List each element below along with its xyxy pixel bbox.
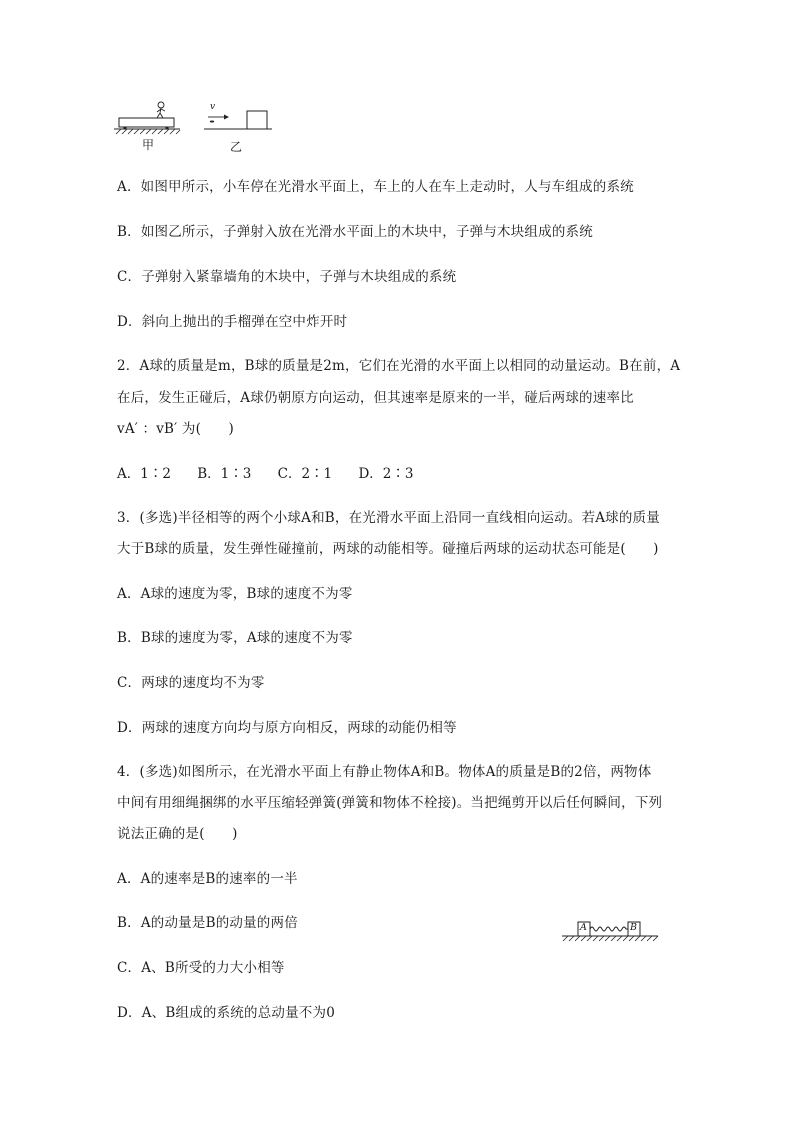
q2-stem-line2: 在后，发生正碰后，A球仍朝原方向运动，但其速率是原来的一半，碰后两球的速率比 xyxy=(117,390,634,406)
q3-option-b: B．B球的速度为零，A球的速度不为零 xyxy=(117,630,353,646)
q2-option-c: C．2∶1 xyxy=(277,466,333,482)
q4-stem-line1: 4．(多选)如图所示，在光滑水平面上有静止物体A和B。物体A的质量是B的2倍，两物体 xyxy=(117,764,652,780)
q2-option-b: B．1∶3 xyxy=(197,466,252,482)
q2-option-d: D．2∶3 xyxy=(358,466,414,482)
q1-option-d: D．斜向上抛出的手榴弹在空中炸开时 xyxy=(117,314,348,330)
figure-label-yi: 乙 xyxy=(230,140,243,154)
figure-spring-blocks-drawing xyxy=(560,918,664,944)
q4-option-a: A．A的速率是B的速率的一半 xyxy=(117,871,298,887)
q3-stem-line1: 3．(多选)半径相等的两个小球A和B，在光滑水平面上沿同一直线相向运动。若A球的质量 xyxy=(117,510,660,526)
q4-option-c: C．A、B所受的力大小相等 xyxy=(117,960,285,976)
q1-option-c: C．子弹射入紧靠墙角的木块中，子弹与木块组成的系统 xyxy=(117,269,457,285)
q3-option-c: C．两球的速度均不为零 xyxy=(117,675,265,691)
q1-option-b: B．如图乙所示，子弹射入放在光滑水平面上的木块中，子弹与木块组成的系统 xyxy=(117,224,593,240)
figure-cart-and-block xyxy=(112,98,282,154)
q2-option-a: A．1∶2 xyxy=(117,466,171,482)
figure-cart-and-block-drawing xyxy=(112,98,282,154)
q1-option-a: A．如图甲所示，小车停在光滑水平面上，车上的人在车上走动时，人与车组成的系统 xyxy=(117,179,634,195)
q4-stem-line3: 说法正确的是( ) xyxy=(117,826,238,842)
figure-spring-blocks xyxy=(560,918,664,944)
block-a-label: A xyxy=(580,922,587,933)
block-b-label: B xyxy=(630,922,637,933)
q2-stem-line3: vA′ ：vB′ 为( ) xyxy=(117,421,234,437)
q4-option-b: B．A的动量是B的动量的两倍 xyxy=(117,915,298,931)
q4-option-d: D．A、B组成的系统的总动量不为0 xyxy=(117,1005,335,1021)
velocity-label: v xyxy=(210,102,216,112)
q4-stem-line2: 中间有用细绳捆绑的水平压缩轻弹簧(弹簧和物体不栓接)。当把绳剪开以后任何瞬间，下列 xyxy=(117,795,663,811)
q3-option-a: A．A球的速度为零，B球的速度不为零 xyxy=(117,586,353,602)
q3-option-d: D．两球的速度方向均与原方向相反，两球的动能仍相等 xyxy=(117,720,457,736)
q3-stem-line2: 大于B球的质量，发生弹性碰撞前，两球的动能相等。碰撞后两球的运动状态可能是( ) xyxy=(117,541,659,557)
q2-options xyxy=(117,464,435,484)
figure-label-jia: 甲 xyxy=(142,138,155,152)
q2-stem-line1: 2．A球的质量是m，B球的质量是2m，它们在光滑的水平面上以相同的动量运动。B在前，A xyxy=(117,358,681,374)
